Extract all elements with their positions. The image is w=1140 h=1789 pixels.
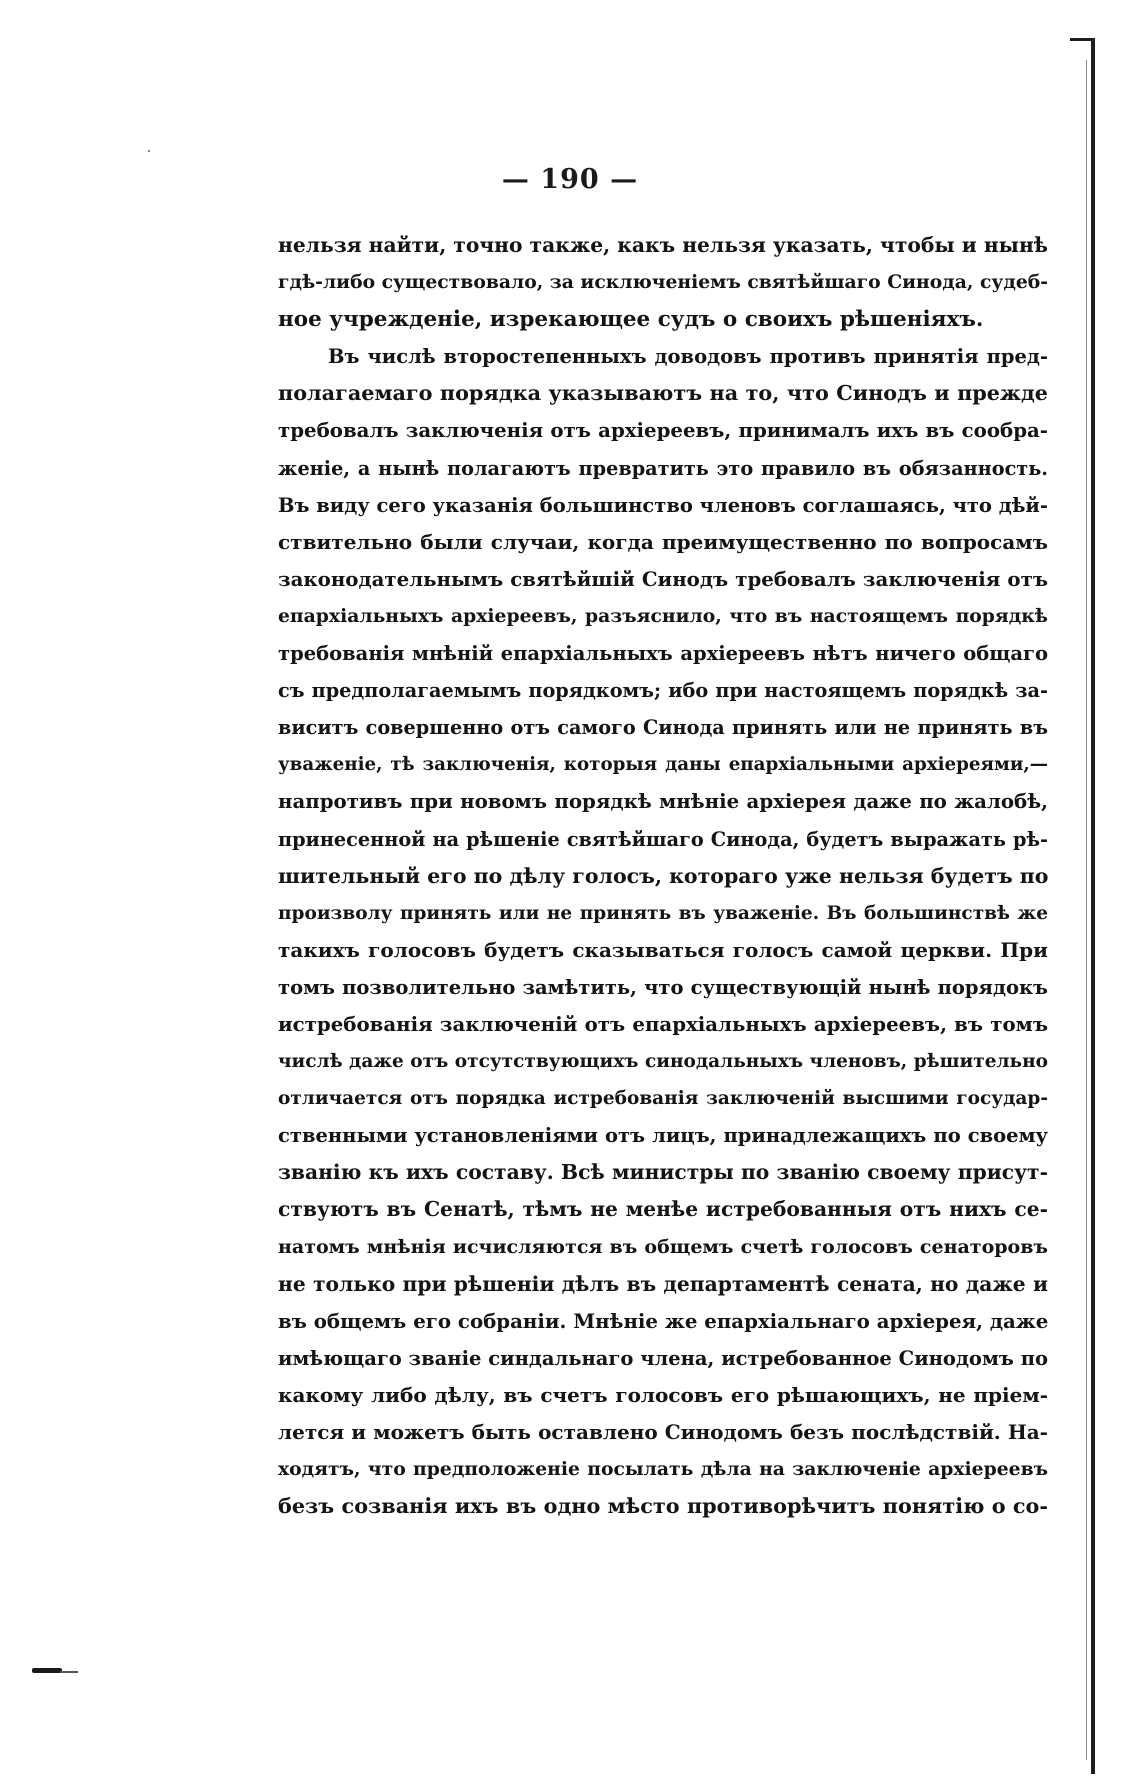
text-line: виситъ совершенно отъ самого Синода принять или не принять въ: [278, 716, 1048, 740]
text-line: гдѣ-либо существовало, за исключеніемъ святѣйшаго Синода, судеб-: [278, 271, 1049, 294]
text-line: епархіальныхъ архіереевъ, разъяснило, что въ настоящемъ порядкѣ: [278, 604, 1048, 627]
text-line: званію къ ихъ составу. Всѣ министры по званію своему присут-: [278, 1160, 1048, 1185]
text-line: томъ позволительно замѣтить, что существующій нынѣ порядокъ: [278, 975, 1048, 999]
text-line: Въ виду сего указанія большинство членовъ соглашаясь, что дѣй-: [278, 493, 1048, 517]
text-line: женіе, а нынѣ полагаютъ превратить это правило въ обязанность.: [278, 456, 1048, 480]
text-line: Въ числѣ второстепенныхъ доводовъ противъ принятія пред-: [328, 345, 1048, 369]
scan-edge-artifact: [1086, 60, 1087, 1760]
text-line: принесенной на рѣшеніе святѣйшаго Синода, будетъ выражать рѣ-: [278, 827, 1048, 851]
text-line: шительный его по дѣлу голосъ, котораго уже нельзя будетъ по: [278, 863, 1049, 888]
text-line: истребованія заключеній отъ епархіальныхъ архіереевъ, въ томъ: [278, 1011, 1048, 1036]
text-line: числѣ даже отъ отсутствующихъ синодальныхъ членовъ, рѣшительно: [278, 1051, 1048, 1073]
text-line: требованія мнѣній епархіальныхъ архіереевъ нѣтъ ничего общаго: [278, 642, 1048, 666]
text-line: не только при рѣшеніи дѣлъ въ департаментѣ сената, но даже и: [278, 1271, 1048, 1296]
text-line: лется и можетъ быть оставлено Синодомъ безъ послѣдствій. На-: [278, 1420, 1048, 1444]
text-line: ное учрежденіе, изрекающее судъ о своихъ рѣшеніяхъ.: [278, 307, 984, 333]
page-number: — 190 —: [501, 164, 639, 195]
text-line: въ общемъ его собраніи. Мнѣніе же епархіальнаго архіерея, даже: [278, 1308, 1049, 1333]
text-line: такихъ голосовъ будетъ сказываться голосъ самой церкви. При: [278, 937, 1048, 962]
text-line: нельзя найти, точно также, какъ нельзя указать, чтобы и нынѣ: [278, 233, 1049, 257]
text-line: требовалъ заключенія отъ архіереевъ, принималъ ихъ въ сообра-: [278, 418, 1048, 443]
text-line: отличается отъ порядка истребованія заключеній высшими государ-: [278, 1088, 1048, 1110]
text-line: натомъ мнѣнія исчисляются въ общемъ счетѣ голосовъ сенаторовъ: [278, 1235, 1048, 1258]
text-line: съ предполагаемымъ порядкомъ; ибо при настоящемъ порядкѣ за-: [278, 679, 1048, 703]
scan-smudge: [60, 1671, 78, 1673]
text-line: ходятъ, что предположеніе посылать дѣла на заключеніе архіереевъ: [278, 1458, 1048, 1481]
scan-edge-artifact: [1091, 38, 1095, 1774]
text-line: ственными установленіями отъ лицъ, принадлежащихъ по своему: [278, 1124, 1048, 1148]
scan-smudge: [32, 1668, 62, 1673]
body-text: [278, 227, 1048, 1525]
text-line: безъ созванія ихъ въ одно мѣсто противорѣчитъ понятію о со-: [278, 1494, 1048, 1519]
text-line: ствуютъ въ Сенатѣ, тѣмъ не менѣе истребованныя отъ нихъ се-: [278, 1197, 1048, 1222]
text-line: имѣющаго званіе синдальнаго члена, истребованное Синодомъ по: [278, 1346, 1048, 1370]
text-line: уваженіе, тѣ заключенія, которыя даны епархіальными архіереями,—: [278, 754, 1048, 776]
text-line: произволу принять или не принять въ уваженіе. Въ большинствѣ же: [278, 902, 1048, 924]
text-line: какому либо дѣлу, въ счетъ голосовъ его рѣшающихъ, не пріем-: [278, 1382, 1048, 1407]
text-line: полагаемаго порядка указываютъ на то, что Синодъ и прежде: [278, 381, 1048, 406]
text-line: законодательнымъ святѣйшій Синодъ требовалъ заключенія отъ: [278, 566, 1048, 591]
text-line: напротивъ при новомъ порядкѣ мнѣніе архіерея даже по жалобѣ,: [278, 789, 1048, 814]
text-line: ствительно были случаи, когда преимущественно по вопросамъ: [278, 529, 1048, 554]
scan-speck: [148, 150, 150, 152]
